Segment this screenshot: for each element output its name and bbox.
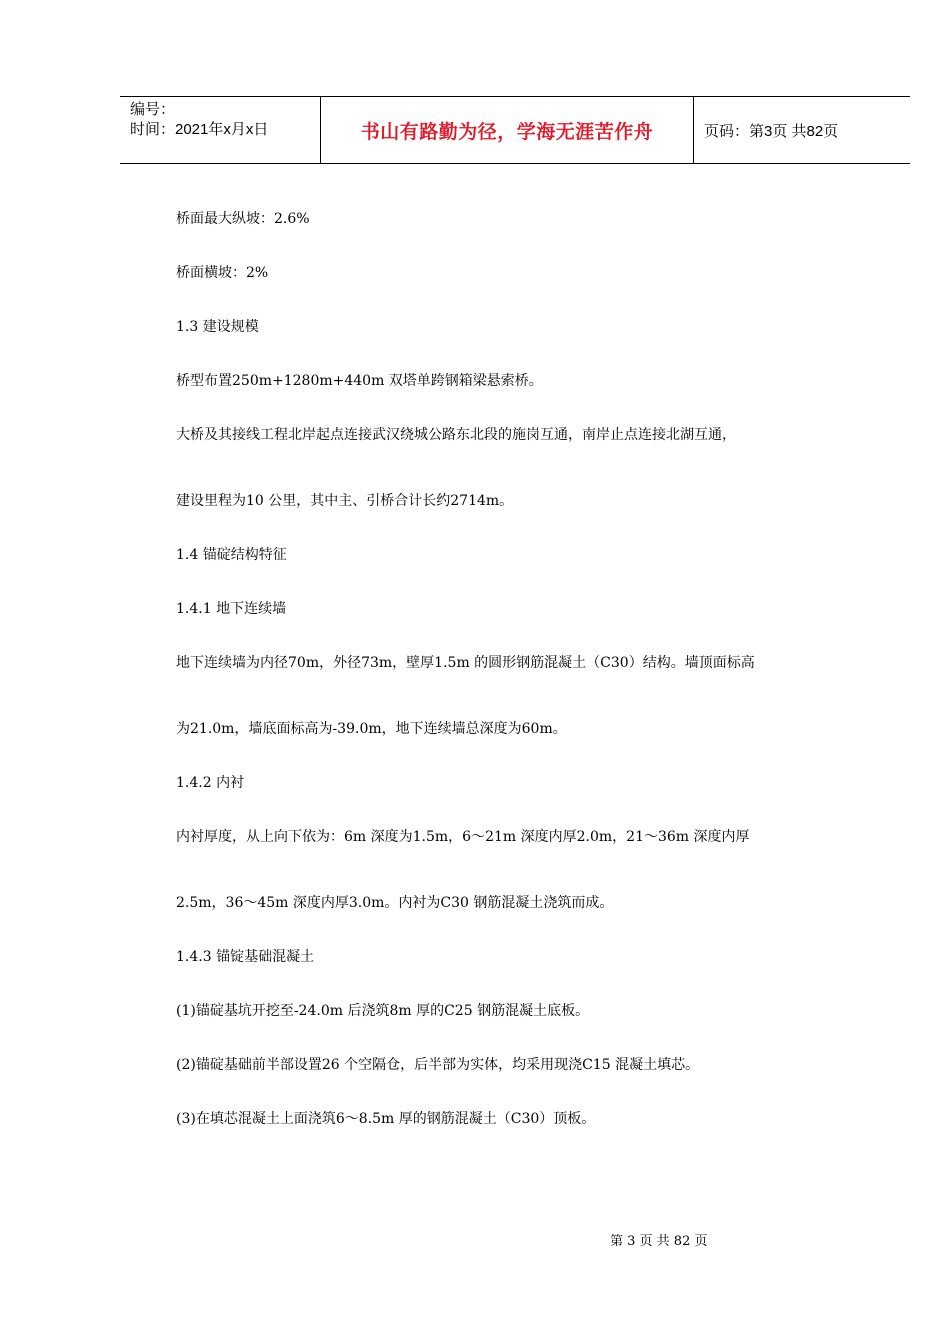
page-label: 页码：第3页 共82页 [704, 122, 839, 140]
paragraph: 建设里程为10 公里，其中主、引桥合计长约2714m。 [176, 493, 514, 509]
header-page-cell [694, 97, 910, 163]
header-meta-cell [120, 97, 321, 163]
subsection-heading: 1.4.2 内衬 [176, 775, 245, 791]
paragraph: 2.5m，36～45m 深度内厚3.0m。内衬为C30 钢筋混凝土浇筑而成。 [176, 895, 614, 911]
paragraph: 为21.0m，墙底面标高为-39.0m，地下连续墙总深度为60m。 [176, 721, 567, 737]
paragraph: 地下连续墙为内径70m，外径73m，壁厚1.5m 的圆形钢筋混凝土（C30）结构。墙顶面标高 [176, 655, 755, 671]
section-heading: 1.4 锚碇结构特征 [176, 547, 287, 563]
subsection-heading: 1.4.1 地下连续墙 [176, 601, 287, 617]
section-heading: 1.3 建设规模 [176, 319, 259, 335]
paragraph: 桥面最大纵坡：2.6% [176, 211, 310, 227]
list-item: (1)锚碇基坑开挖至-24.0m 后浇筑8m 厚的C25 钢筋混凝土底板。 [176, 1003, 590, 1019]
paragraph: 桥面横坡：2% [176, 265, 269, 281]
page-footer: 第 3 页 共 82 页 [610, 1234, 708, 1249]
time-label: 时间：2021年x月x日 [130, 121, 269, 138]
number-label: 编号： [130, 101, 176, 118]
subsection-heading: 1.4.3 锚锭基础混凝土 [176, 949, 315, 965]
header-motto-cell [321, 97, 694, 163]
document-header [120, 96, 910, 164]
motto-text: 书山有路勤为径，学海无涯苦作舟 [360, 120, 654, 143]
list-item: (2)锚碇基础前半部设置26 个空隔仓，后半部为实体，均采用现浇C15 混凝土填芯。 [176, 1057, 700, 1073]
list-item: (3)在填芯混凝土上面浇筑6～8.5m 厚的钢筋混凝土（C30）顶板。 [176, 1111, 596, 1127]
paragraph: 内衬厚度，从上向下依为：6m 深度为1.5m，6～21m 深度内厚2.0m，21～36m 深度内厚 [176, 829, 750, 845]
paragraph: 大桥及其接线工程北岸起点连接武汉绕城公路东北段的施岗互通，南岸止点连接北湖互通， [176, 427, 736, 443]
paragraph: 桥型布置250m+1280m+440m 双塔单跨钢箱梁悬索桥。 [176, 373, 543, 389]
